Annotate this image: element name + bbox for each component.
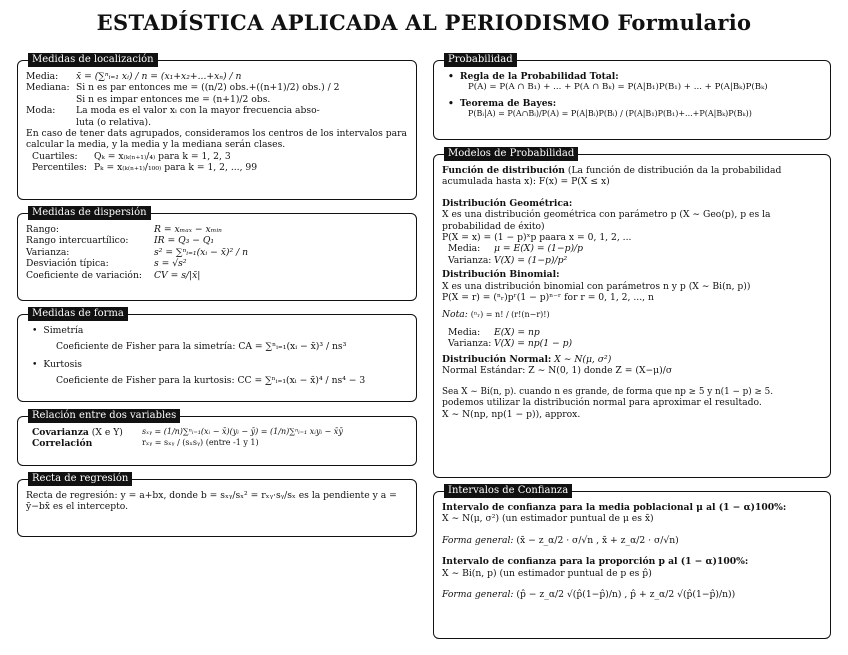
section-probabilidad <box>433 54 831 140</box>
bayes-title: • Teorema de Bayes: <box>442 98 822 109</box>
covarianza-label: Covarianza <box>32 427 89 438</box>
section-localizacion <box>17 54 417 200</box>
normal-estandar: Normal Estándar: Z ∼ N(0, 1) donde Z = (X−μ)/σ <box>442 365 673 377</box>
nota-label: Nota: <box>442 309 468 321</box>
covarianza-vars: (X e Y) <box>91 427 123 438</box>
disp-row <box>26 258 408 269</box>
geo-var-row <box>442 255 822 266</box>
forma-general-label: Forma general: <box>442 534 514 546</box>
covarianza-formula: sₓᵧ = (1/n)∑ⁿᵢ₌₁(xᵢ − x̄)(yᵢ − ȳ) = (1/n)∑ⁿᵢ₌₁ xᵢyᵢ − x̄ȳ <box>142 427 343 436</box>
spacer <box>442 188 822 198</box>
disp-label: Desviación típica: <box>26 258 109 270</box>
section-header: Probabilidad <box>444 53 517 67</box>
cuartiles-row <box>26 151 408 162</box>
page-title: ESTADÍSTICA APLICADA AL PERIODISMO Formulario <box>96 10 752 35</box>
normal-formula: X ∼ N(μ, σ²) <box>554 353 612 365</box>
section-dispersion <box>17 207 417 301</box>
bin-var-row <box>442 338 822 349</box>
spacer <box>26 94 76 105</box>
moda-line1: La moda es el valor xᵢ con la mayor frecuencia abso- <box>76 105 320 117</box>
bin-media-row <box>442 327 822 338</box>
regresion-text: Recta de regresión: y = a+bx, donde b = sₓᵧ/sₓ² = rₓᵧ·sᵧ/sₓ es la pendiente y a = ȳ−bx̄ es el intercepto. <box>26 490 397 513</box>
agrupados-text: En caso de tener dats agrupados, consideramos los centros de los intervalos para calcular la media, y la media y la mediana serán clases. <box>26 128 407 151</box>
disp-row <box>26 224 408 235</box>
bin-var-label: Varianza: <box>448 338 492 350</box>
section-header: Medidas de localización <box>28 53 158 67</box>
section-regresion <box>17 473 417 537</box>
bayes-formula: P(Bᵢ|A) = P(A∩Bᵢ)/P(A) = P(A|Bᵢ)P(Bᵢ) / (P(A|B₁)P(B₁)+...+P(A|Bₖ)P(Bₖ)) <box>468 109 752 119</box>
disp-row <box>26 270 408 281</box>
disp-label: Varianza: <box>26 246 70 258</box>
correlacion-label: Correlación <box>32 438 93 450</box>
media-ci-formula: (x̄ − z_α/2 · σ/√n , x̄ + z_α/2 · σ/√n) <box>516 534 679 546</box>
total-title: • Regla de la Probabilidad Total: <box>442 71 822 82</box>
moda-row-2 <box>26 117 408 128</box>
geo-media-label: Media: <box>448 243 481 255</box>
moda-label: Moda: <box>26 105 56 117</box>
moda-row <box>26 105 408 116</box>
mediana-line1: Si n es par entonces me = ((n/2) obs.+((n+1)/2) obs.) / 2 <box>76 82 340 94</box>
aprox-line1: Sea X ∼ Bi(n, p). cuando n es grande, de forma que np ≥ 5 y n(1 − p) ≥ 5. <box>442 386 774 397</box>
disp-formula: s = √s² <box>154 258 187 270</box>
disp-formula: R = xₘₐₓ − xₘᵢₙ <box>154 224 222 235</box>
section-header: Relación entre dos variables <box>28 409 180 423</box>
section-header: Intervalos de Confianza <box>444 484 572 498</box>
disp-label: Rango intercuartílico: <box>26 235 129 247</box>
spacer <box>442 579 822 589</box>
section-relacion <box>17 410 417 466</box>
correlacion-formula: rₓᵧ = sₓᵧ / (sₓsᵧ) (entre -1 y 1) <box>142 438 259 448</box>
media-ci-title: Intervalo de confianza para la media poblacional μ al (1 − α)100%: <box>442 502 787 513</box>
prop-ci-model: X ∼ Bi(n, p) (un estimador puntual de p es p̂) <box>442 567 652 579</box>
kurtosis-item: • Kurtosis <box>26 359 408 370</box>
nota-formula: (ⁿᵣ) = n! / (r!(n−r)!) <box>470 310 550 320</box>
bin-text: X es una distribución binomial con parámetros n y p (X ∼ Bi(n, p)) <box>442 280 751 292</box>
mediana-line2: Si n es impar entonces me = (n+1)/2 obs. <box>76 93 271 105</box>
simetria-formula: Coeficiente de Fisher para la simetría: CA = ∑ⁿᵢ₌₁(xᵢ − x̄)³ / ns³ <box>56 341 347 353</box>
spacer <box>442 525 822 535</box>
forma-general-label: Forma general: <box>442 589 514 601</box>
percentiles-row <box>26 162 408 173</box>
aprox-line2: podemos utilizar la distribución normal para aproximar el resultado. <box>442 397 762 409</box>
section-modelos <box>433 148 831 478</box>
geo-var: V(X) = (1−p)/p² <box>494 254 568 266</box>
media-label: Media: <box>26 71 59 82</box>
disp-label: Coeficiente de variación: <box>26 269 142 281</box>
covarianza-row <box>26 427 408 438</box>
disp-formula: IR = Q₃ − Q₁ <box>154 235 215 247</box>
mediana-row-2 <box>26 94 408 105</box>
geo-pmf: P(X = x) = (1 − p)ˣp paara x = 0, 1, 2, ... <box>442 232 632 244</box>
spacer <box>26 117 76 128</box>
funcion-text: (La función de distribución da la probabilidad acumulada hasta x): F(x) = P(X ≤ x) <box>442 165 782 188</box>
section-header: Medidas de forma <box>28 307 128 321</box>
section-header: Recta de regresión <box>28 472 132 486</box>
percentiles-formula: Pₖ = x₍ₖ₍ₙ₊₁₎/₁₀₀₎ para k = 1, 2, ..., 99 <box>94 162 258 174</box>
total-formula: P(A) = P(A ∩ B₁) + ... + P(A ∩ Bₖ) = P(A|B₁)P(B₁) + ... + P(A|Bₖ)P(Bₖ) <box>468 82 768 93</box>
prop-ci-formula: (p̂ − z_α/2 √(p̂(1−p̂)/n) , p̂ + z_α/2 √(p̂(1−p̂)/n)) <box>516 589 736 601</box>
section-intervalos <box>433 485 831 639</box>
cuartiles-label: Cuartiles: <box>32 150 78 162</box>
disp-row <box>26 247 408 258</box>
media-row <box>26 71 408 82</box>
funcion-title: Función de distribución <box>442 165 565 176</box>
media-ci-model: X ∼ N(μ, σ²) (un estimador puntual de μ es x̄) <box>442 513 654 525</box>
bin-pmf: P(X = r) = (ⁿᵣ)pʳ(1 − p)ⁿ⁻ʳ for r = 0, 1, 2, ..., n <box>442 292 654 304</box>
disp-label: Rango: <box>26 224 60 235</box>
geo-media-row <box>442 243 822 254</box>
mediana-label: Mediana: <box>26 82 70 94</box>
geo-title: Distribución Geométrica: <box>442 197 573 209</box>
cuartiles-formula: Qₖ = x₍ₖ₍ₙ₊₁₎/₄₎ para k = 1, 2, 3 <box>94 150 231 162</box>
disp-formula: CV = s/|x̄| <box>154 269 201 281</box>
disp-row <box>26 235 408 246</box>
spacer <box>442 377 822 387</box>
mediana-row <box>26 82 408 93</box>
geo-media: μ = E(X) = (1−p)/p <box>494 243 584 255</box>
section-header: Modelos de Probabilidad <box>444 147 578 161</box>
bin-media-label: Media: <box>448 326 481 338</box>
normal-title: Distribución Normal: <box>442 353 552 365</box>
correlacion-row <box>26 438 408 449</box>
media-formula: x̄ = (∑ⁿᵢ₌₁ xᵢ) / n = (x₁+x₂+...+xₙ) / n <box>76 71 242 82</box>
aprox-line3: X ∼ N(np, np(1 − p)), approx. <box>442 408 581 420</box>
prop-ci-title: Intervalo de confianza para la proporción p al (1 − α)100%: <box>442 556 749 568</box>
disp-formula: s² = ∑ⁿᵢ₌₁(xᵢ − x̄)² / n <box>154 246 249 258</box>
bin-media: E(X) = np <box>494 326 540 338</box>
moda-line2: luta (o relativa). <box>76 116 152 128</box>
geo-text: X es una distribución geométrica con parámetro p (X ∼ Geo(p), p es la probabilidad de éxito) <box>442 209 771 232</box>
bin-var: V(X) = np(1 − p) <box>494 338 573 350</box>
kurtosis-formula: Coeficiente de Fisher para la kurtosis: CC = ∑ⁿᵢ₌₁(xᵢ − x̄)⁴ / ns⁴ − 3 <box>56 375 366 387</box>
geo-var-label: Varianza: <box>448 254 492 266</box>
percentiles-label: Percentiles: <box>32 162 87 174</box>
simetria-item: • Simetría <box>26 325 408 336</box>
spacer <box>442 546 822 556</box>
section-header: Medidas de dispersión <box>28 206 151 220</box>
bin-title: Distribución Binomial: <box>442 269 560 281</box>
section-forma <box>17 308 417 402</box>
